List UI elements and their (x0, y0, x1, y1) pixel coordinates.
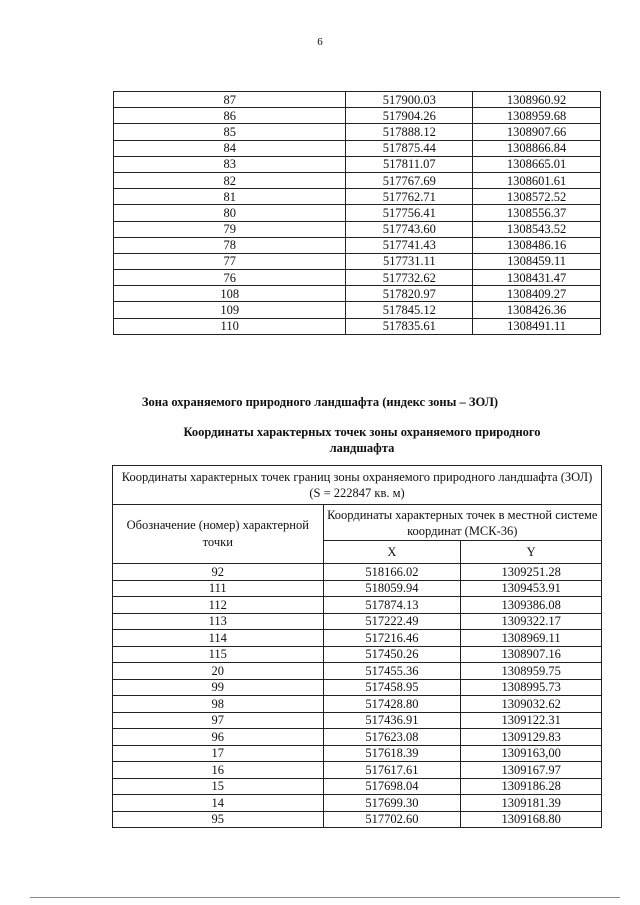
point-number-cell: 92 (113, 564, 324, 581)
x-coordinate-cell: 517875.44 (346, 140, 473, 156)
table-row (114, 237, 601, 253)
x-coordinate-cell: 517741.43 (346, 237, 473, 253)
table-row (113, 712, 602, 729)
point-number-cell: 114 (113, 630, 324, 647)
x-coordinate-cell: 517458.95 (323, 679, 461, 696)
y-coordinate-cell: 1309167.97 (461, 762, 602, 779)
table-row (114, 156, 601, 172)
table2-body (113, 564, 602, 828)
y-coordinate-cell: 1309129.83 (461, 729, 602, 746)
y-coordinate-cell: 1308959.68 (473, 108, 601, 124)
y-coordinate-cell: 1309251.28 (461, 564, 602, 581)
point-number-cell: 78 (114, 237, 346, 253)
x-coordinate-cell: 517617.61 (323, 762, 461, 779)
x-coordinate-cell: 517811.07 (346, 156, 473, 172)
table-row (113, 795, 602, 812)
x-coordinate-cell: 517450.26 (323, 646, 461, 663)
zol-coordinates-table (112, 465, 602, 828)
zone-heading: Зона охраняемого природного ландшафта (индекс зоны – ЗОЛ) (141, 395, 499, 409)
point-number-cell: 96 (113, 729, 324, 746)
table-row (114, 270, 601, 286)
y-coordinate-cell: 1308543.52 (473, 221, 601, 237)
table-row (113, 613, 602, 630)
point-number-cell: 85 (114, 124, 346, 140)
point-number-cell: 97 (113, 712, 324, 729)
point-number-cell: 76 (114, 270, 346, 286)
point-number-cell: 115 (113, 646, 324, 663)
y-coordinate-cell: 1308491.11 (473, 318, 601, 334)
table-row (113, 811, 602, 828)
y-coordinate-cell: 1309186.28 (461, 778, 602, 795)
point-number-cell: 109 (114, 302, 346, 318)
y-coordinate-cell: 1309386.08 (461, 597, 602, 614)
point-number-cell: 87 (114, 92, 346, 108)
x-coordinate-cell: 517428.80 (323, 696, 461, 713)
point-number-cell: 99 (113, 679, 324, 696)
table-row (114, 253, 601, 269)
y-coordinate-cell: 1308665.01 (473, 156, 601, 172)
table-row (114, 302, 601, 318)
x-coordinate-cell: 517618.39 (323, 745, 461, 762)
x-coordinate-cell: 517216.46 (323, 630, 461, 647)
x-coordinate-cell: 518166.02 (323, 564, 461, 581)
y-coordinate-cell: 1308960.92 (473, 92, 601, 108)
table-row (113, 762, 602, 779)
point-number-cell: 82 (114, 172, 346, 188)
point-number-cell: 86 (114, 108, 346, 124)
point-number-cell: 81 (114, 189, 346, 205)
point-number-cell: 84 (114, 140, 346, 156)
y-coordinate-cell: 1308866.84 (473, 140, 601, 156)
y-coordinate-cell: 1308426.36 (473, 302, 601, 318)
x-coordinate-cell: 517436.91 (323, 712, 461, 729)
coordinates-table-continued (113, 91, 601, 335)
table-row (113, 630, 602, 647)
table-row (113, 696, 602, 713)
x-coordinate-cell: 517888.12 (346, 124, 473, 140)
point-number-cell: 112 (113, 597, 324, 614)
point-number-cell: 111 (113, 580, 324, 597)
y-coordinate-cell: 1308431.47 (473, 270, 601, 286)
table-row (113, 778, 602, 795)
x-coordinate-cell: 517835.61 (346, 318, 473, 334)
table-row (114, 172, 601, 188)
point-number-cell: 113 (113, 613, 324, 630)
x-coordinate-cell: 517767.69 (346, 172, 473, 188)
x-coordinate-cell: 517820.97 (346, 286, 473, 302)
y-coordinate-cell: 1309032.62 (461, 696, 602, 713)
point-number-cell: 77 (114, 253, 346, 269)
x-coordinate-cell: 517732.62 (346, 270, 473, 286)
table-row (113, 646, 602, 663)
table-row (113, 663, 602, 680)
x-coordinate-cell: 517743.60 (346, 221, 473, 237)
table-row (113, 564, 602, 581)
y-coordinate-cell: 1309181.39 (461, 795, 602, 812)
point-number-cell: 83 (114, 156, 346, 172)
y-coordinate-cell: 1309322.17 (461, 613, 602, 630)
table-row (113, 729, 602, 746)
x-coordinate-cell: 518059.94 (323, 580, 461, 597)
x-coordinate-cell: 517874.13 (323, 597, 461, 614)
point-number-cell: 108 (114, 286, 346, 302)
table1-body (114, 92, 601, 335)
x-coordinate-cell: 517731.11 (346, 253, 473, 269)
table-row (114, 108, 601, 124)
x-coordinate-cell: 517900.03 (346, 92, 473, 108)
table-row (114, 318, 601, 334)
y-coordinate-cell: 1308459.11 (473, 253, 601, 269)
point-number-cell: 80 (114, 205, 346, 221)
x-coordinate-cell: 517698.04 (323, 778, 461, 795)
point-number-cell: 20 (113, 663, 324, 680)
point-number-cell: 95 (113, 811, 324, 828)
point-number-cell: 16 (113, 762, 324, 779)
y-coordinate-cell: 1308907.66 (473, 124, 601, 140)
table-row (114, 124, 601, 140)
y-coordinate-cell: 1308601.61 (473, 172, 601, 188)
table-row (113, 597, 602, 614)
table-row (114, 221, 601, 237)
table-row (114, 286, 601, 302)
designation-header: Обозначение (номер) характерной точки (113, 505, 324, 564)
point-number-cell: 79 (114, 221, 346, 237)
x-coordinate-cell: 517702.60 (323, 811, 461, 828)
y-coordinate-cell: 1308969.11 (461, 630, 602, 647)
y-coordinate-cell: 1309168.80 (461, 811, 602, 828)
coordinate-system-header: Координаты характерных точек в местной системе координат (МСК-36) (323, 505, 601, 541)
x-coordinate-cell: 517762.71 (346, 189, 473, 205)
table2-caption: Координаты характерных точек границ зоны охраняемого природного ландшафта (ЗОЛ) (S = 222847 кв. м) (113, 466, 602, 505)
table-row (113, 580, 602, 597)
bottom-divider (30, 897, 620, 898)
x-coordinate-cell: 517699.30 (323, 795, 461, 812)
x-coordinate-cell: 517756.41 (346, 205, 473, 221)
point-number-cell: 17 (113, 745, 324, 762)
point-number-cell: 14 (113, 795, 324, 812)
table-row (113, 745, 602, 762)
page-number: 6 (317, 36, 323, 48)
x-coordinate-cell: 517904.26 (346, 108, 473, 124)
y-coordinate-cell: 1308995.73 (461, 679, 602, 696)
table-row (114, 140, 601, 156)
y-coordinate-cell: 1309453.91 (461, 580, 602, 597)
y-coordinate-cell: 1308486.16 (473, 237, 601, 253)
y-coordinate-cell: 1308409.27 (473, 286, 601, 302)
x-coordinate-cell: 517222.49 (323, 613, 461, 630)
y-coordinate-cell: 1308556.37 (473, 205, 601, 221)
y-coordinate-cell: 1308959.75 (461, 663, 602, 680)
x-coordinate-cell: 517623.08 (323, 729, 461, 746)
point-number-cell: 110 (114, 318, 346, 334)
x-coordinate-cell: 517845.12 (346, 302, 473, 318)
table-row (114, 205, 601, 221)
y-header: Y (461, 541, 602, 564)
y-coordinate-cell: 1308572.52 (473, 189, 601, 205)
point-number-cell: 15 (113, 778, 324, 795)
x-coordinate-cell: 517455.36 (323, 663, 461, 680)
x-header: X (323, 541, 461, 564)
table-row (114, 92, 601, 108)
table-row (114, 189, 601, 205)
point-number-cell: 98 (113, 696, 324, 713)
y-coordinate-cell: 1308907.16 (461, 646, 602, 663)
coordinates-heading: Координаты характерных точек зоны охраняемого природного ландшафта (183, 425, 541, 455)
y-coordinate-cell: 1309122.31 (461, 712, 602, 729)
y-coordinate-cell: 1309163,00 (461, 745, 602, 762)
table-row (113, 679, 602, 696)
